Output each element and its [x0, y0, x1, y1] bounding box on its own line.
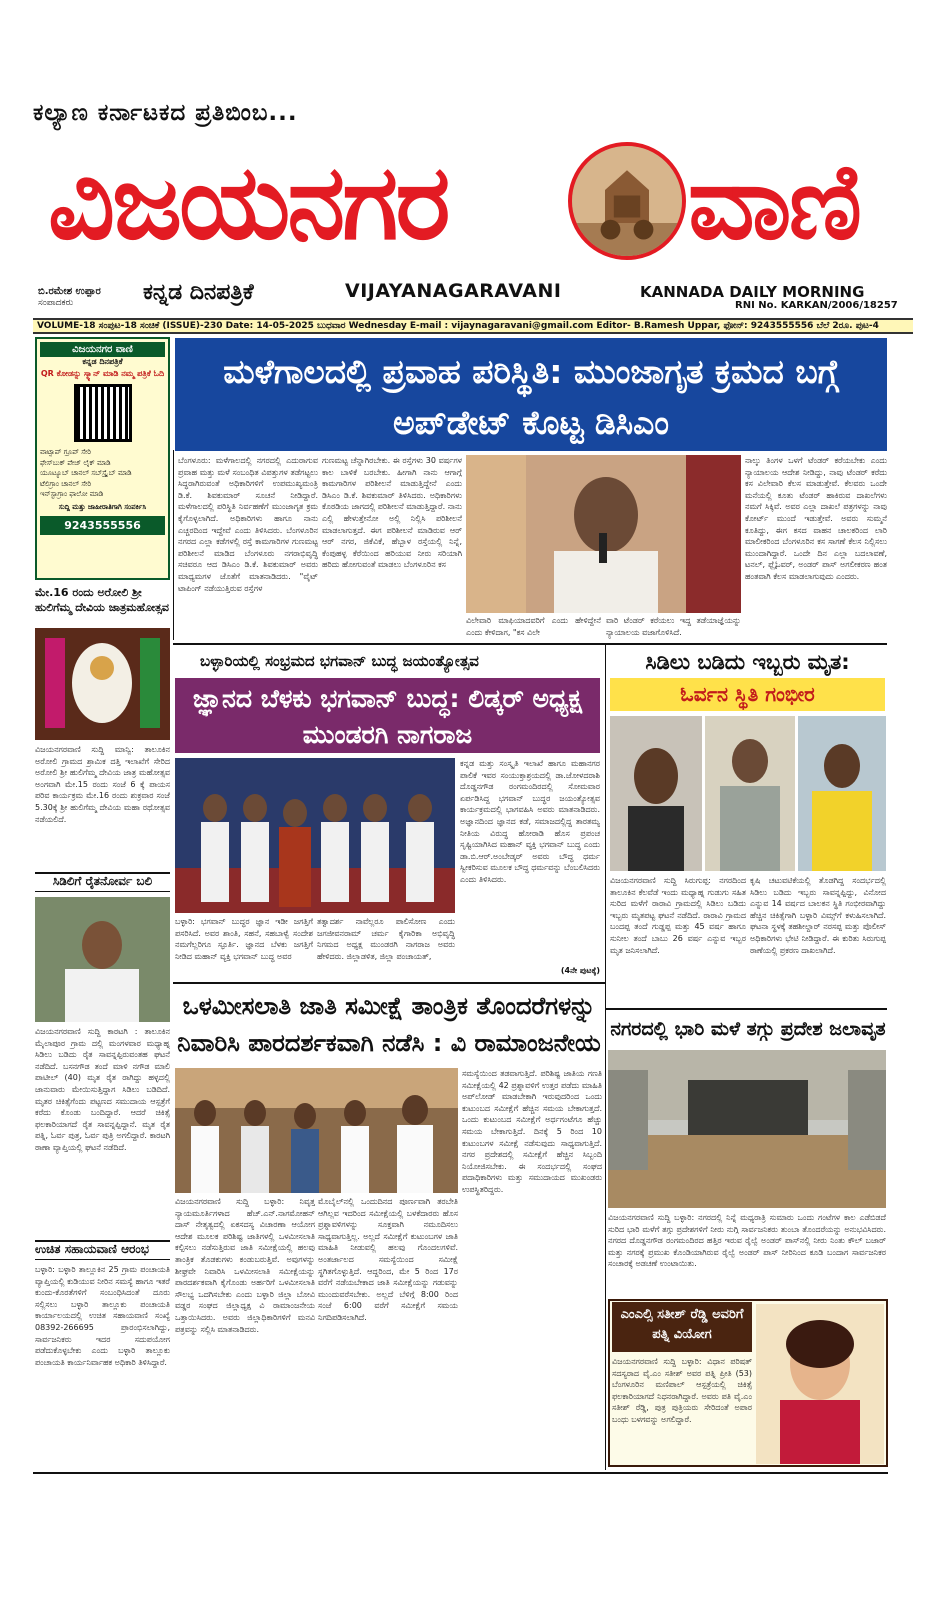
- bottom-rule: [33, 1472, 888, 1474]
- section-rule: [173, 643, 887, 645]
- lightning-subhead: ಓರ್ವನ ಸ್ಥಿತಿ ಗಂಭೀರ: [610, 678, 885, 711]
- promo-ad-qr-text: QR ಕೋಡನ್ನು ಸ್ಕ್ಯಾನ್ ಮಾಡಿ ನಮ್ಮ ಪತ್ರಿಕೆ ಓದಿ: [40, 369, 165, 378]
- promo-line: ವಾಟ್ಸಾಪ್ ಗ್ರೂಪ್ ಸೇರಿ: [40, 448, 91, 456]
- subtitle-english-daily: KANNADA DAILY MORNING: [640, 283, 865, 301]
- lead-col4: ನಾಲ್ಕು ತಿಂಗಳ ಒಳಗೆ ಟೆಂಡರ್ ಕರೆಯಬೇಕು ಎಂದು ನ್ಯಾಯಾಲಯ ಆದೇಶ ನೀಡಿದ್ದು, ನಾವು ಟೆಂಡರ್ ಕರೆದು ಕಸ ವಿಲೇವಾರಿ ಕೆಲಸ ಮಾಡುತ್ತೇವೆ. ಕೆಲವರು ಒಂದೇ ಮನೆಯಲ್ಲಿ ಕೂತು ಟೆಂಡರ್ ಹಾಕಿರುವ ದಾಖಲೆಗಳು ನಮಗೆ ಸಿಕ್ಕಿವೆ. ಅವರ ಎಲ್ಲಾ ದಾಖಲೆ ಪತ್ರಗಳನ್ನು ನಾವು ಕೋರ್ಟ್ ಮುಂದೆ ಇಡುತ್ತೇವೆ. ಅವರು ಸುಮ್ಮನೆ ಕೂತಿದ್ದು, ಈಗ ಕಸದ ವಾಹನ ಚಾಲಕರಿಂದ ಲಾರಿ ಮಾಲೀಕರಿಂದ ಬೆಂಗಳೂರಿನ ಕಸ ಸಾಗಣೆ ಕೆಲಸ ನಿಲ್ಲಿಸಲು ಮುಂದಾಗಿದ್ದಾರೆ. ಒಂದೇ ದಿನ ಎಲ್ಲಾ ಬದಲಾವಣೆ, ಟನಲ್, ಫ್ಲೈಓವರ್, ಅಂಡರ್ ಪಾಸ್ ಅಗಲೀಕರಣ ಹಂತ ಹಂತವಾಗಿ ಕೆಲಸ ಮಾಡಲಾಗುವುದು ಎಂದರು.: [745, 456, 887, 581]
- farmer-photo: [35, 897, 170, 1022]
- promo-line: ಯೂಟ್ಯೂಬ್ ಚಾನಲ್ ಸಬ್‌ಸ್ಕ್ರೈಬ್ ಮಾಡಿ: [40, 469, 132, 477]
- obituary-photo: [756, 1304, 884, 1464]
- lightning-col1: ವಿಜಯನಗರವಾಣಿ ಸುದ್ದಿ ಸಿರುಗುಪ್ಪ: ನಗರದಿಂದ ತಾಲೂಕಿನ ಕೆಲವೆಡೆ ಇಂದು ಮಧ್ಯಾಹ್ನ ಗುಡುಗು ಸಹಿತ ಸುರಿದ ಮಳೆಗೆ ರಾರಾವಿ ಗ್ರಾಮದಲ್ಲಿ ಸಿಡಿಲು ಬಡಿದು ಇಬ್ಬರು ಮೃತಪಟ್ಟ ಘಟನೆ ನಡೆದಿದೆ. ರಾರಾವಿ ಗ್ರಾಮದ ಬಂದಪ್ಪ ತಂದೆ ಗುಡ್ಡಪ್ಪ ಮತ್ತು 45 ವರ್ಷ ಹಾಗೂ ಸುನೀಲ ತಂದೆ ಬಾಬು 26 ವರ್ಷ ಎನ್ನುವ ಇಬ್ಬರ ಮೃತ ಜನಿಸಲಾಗಿದೆ.: [610, 876, 746, 955]
- promo-ad[interactable]: [35, 337, 170, 580]
- rni-number: RNI No. KARKAN/2006/18257: [735, 300, 898, 311]
- victim-photo-3: [798, 716, 886, 871]
- issue-info-bar: VOLUME-18 ಸಂಪುಟ-18 ಸಂಚಿಕೆ (ISSUE)-230 Date: 14-05-2025 ಬುಧವಾರ Wednesday E-mail : vijaynagaravani@gmail.com Editor- B.Ramesh Uppar, ಫೋನ್: 9243555556 ಬೆಲೆ 2ರೂ. ಪುಟ-4: [33, 318, 913, 334]
- census-col3: ಸಮಸ್ಯೆಯಿಂದ ತಡವಾಗುತ್ತಿದೆ. ಪರಿಶಿಷ್ಟ ಜಾತಿಯ ಗಣತಿ ಸಮೀಕ್ಷೆಯಲ್ಲಿ 42 ಪ್ರಶ್ನಾವಳಿಗೆ ಉತ್ತರ ಪಡೆದು ಮಾಹಿತಿ ಅಪ್‌ಲೋಡ್ ಮಾಡಬೇಕಾಗಿ ಇರುವುದರಿಂದ ಒಂದು ಕುಟುಂಬದ ಸಮೀಕ್ಷೆಗೆ ಹೆಚ್ಚಿನ ಸಮಯ ಬೇಕಾಗುತ್ತದೆ. ಒಂದು ಕುಟುಂಬದ ಸಮೀಕ್ಷೆಗೆ ಅರ್ಧಗಂಟೆಗೂ ಹೆಚ್ಚು ಸಮಯ ಬೇಕಾಗುತ್ತಿದೆ. ದಿನಕ್ಕೆ 5 ರಿಂದ 10 ಕುಟುಂಬಗಳ ಸಮೀಕ್ಷೆ ನಡೆಸುವುದು ಸಾಧ್ಯವಾಗುತ್ತಿದೆ. ನಗರ ಪ್ರದೇಶದಲ್ಲಿ ಸಮೀಕ್ಷೆಗೆ ಹೆಚ್ಚಿನ ಸಿಬ್ಬಂದಿ ನಿಯೋಜಿಸಬೇಕು. ಈ ಸಂದರ್ಭದಲ್ಲಿ ಸಂಘದ ಪದಾಧಿಕಾರಿಗಳು ಮತ್ತು ಸಮುದಾಯದ ಮುಖಂಡರು ಉಪಸ್ಥಿತರಿದ್ದರು.: [462, 1069, 602, 1194]
- victim-photo-2: [705, 716, 795, 871]
- helpline-text: ಬಳ್ಳಾರಿ: ಬಳ್ಳಾರಿ ತಾಲ್ಲೂಕಿನ 25 ಗ್ರಾಮ ಪಂಚಾಯತಿ ವ್ಯಾಪ್ತಿಯಲ್ಲಿ ಕುಡಿಯುವ ನೀರಿನ ಸಮಸ್ಯೆ ಹಾಗೂ ಇತರೆ ಕುಂದು-ಕೊರತೆಗಳಿಗೆ ಸಂಬಂಧಿಸಿದಂತೆ ದೂರು ಸಲ್ಲಿಸಲು ಬಳ್ಳಾರಿ ತಾಲ್ಲೂಕು ಪಂಚಾಯತಿ ಕಾರ್ಯಾಲಯದಲ್ಲಿ ಉಚಿತ ಸಹಾಯವಾಣಿ ಸಂಖ್ಯೆ 08392-266695 ಪ್ರಾರಂಭಿಸಲಾಗಿದ್ದು, ಸಾರ್ವಜನಿಕರು ಇದರ ಸದುಪಯೋಗ ಪಡೆದುಕೊಳ್ಳಬೇಕು ಎಂದು ಬಳ್ಳಾರಿ ತಾಲ್ಲೂಕು ಪಂಚಾಯತಿ ಕಾರ್ಯನಿರ್ವಾಹಕ ಅಧಿಕಾರಿ ತಿಳಿಸಿದ್ದಾರೆ.: [35, 1265, 170, 1367]
- lead-headline[interactable]: ಮಳೆಗಾಲದಲ್ಲಿ ಪ್ರವಾಹ ಪರಿಸ್ಥಿತಿ: ಮುಂಜಾಗೃತ ಕ್ರಮದ ಬಗ್ಗೆ ಅಪ್‌ಡೇಟ್ ಕೊಟ್ಟ ಡಿಸಿಎಂ: [175, 338, 887, 451]
- census-memorandum-photo: [175, 1068, 458, 1193]
- census-col2: ಮೊಬೈಲ್‌ನಲ್ಲಿ ಒಂದುದಿನದ ಪೂರ್ಣವಾಗಿ ತರಬೇತಿ ಆಗಿಲ್ಲವ ಇದರಿಂದ ಸಮೀಕ್ಷೆಯಲ್ಲಿ ಬಳಕೆದಾರರು ಹೊಸ ಪ್ರಶ್ನಾವಳಿಗಳನ್ನು ಸೂಕ್ತವಾಗಿ ನಮೂದಿಸಲು ಸಾಧ್ಯವಾಗುತ್ತಿಲ್ಲ. ಅಲ್ಲದೆ ಸಮೀಕ್ಷೆಗೆ ಕುಟುಂಬಗಳ ಜಾತಿ ಮಾಹಿತಿ ನೀಡುವಲ್ಲಿ ಹಲವು ಗೊಂದಲಗಳಿವೆ. ಅಂತರ್ಜಾಲದ ಸಮಸ್ಯೆಯಿಂದ ಸಮೀಕ್ಷೆ ಸ್ಥಗಿತಗೊಳ್ಳುತ್ತಿದೆ. ಆದ್ದರಿಂದ, ಮೇ 5 ರಿಂದ 17ರ ವರೆಗೆ ನಡೆಯಬೇಕಾದ ಜಾತಿ ಸಮೀಕ್ಷೆಯನ್ನು ಗಡುವನ್ನು ಮುಂದುವರೆಸಬೇಕು. ಅಲ್ಲದೆ ಬೆಳಿಗ್ಗೆ 8:00 ರಿಂದ ಸಂಜೆ 6:00 ವರೆಗೆ ಸಮೀಕ್ಷೆಗೆ ಸಮಯ ನಿಗದಿಪಡಿಸಲಾಗಿದೆ.: [318, 1197, 458, 1322]
- section-rule: [606, 1008, 887, 1010]
- masthead-tagline: ಕಲ್ಯಾಣ ಕರ್ನಾಟಕದ ಪ್ರತಿಬಿಂಬ...: [33, 100, 298, 126]
- lead-col1: ಬೆಂಗಳೂರು: ಮಳೆಗಾಲದಲ್ಲಿ ನಗರದಲ್ಲಿ ಎದುರಾಗುವ ಪ್ರವಾಹ ಮತ್ತು ಮಳೆ ಸಂಬಂಧಿತ ವಿಪತ್ತುಗಳ ತಡೆಗಟ್ಟಲು ಸಿದ್ಧರಾಗಿರುವಂತೆ ಅಧಿಕಾರಿಗಳಿಗೆ ಉಪಮುಖ್ಯಮಂತ್ರಿ ಡಿ.ಕೆ. ಶಿವಕುಮಾರ್ ಸೂಚನೆ ನೀಡಿದ್ದಾರೆ. ಮಳೆಗಾಲದಲ್ಲಿ ಪರಿಸ್ಥಿತಿ ನಿರ್ವಹಣೆಗೆ ಮುಂಜಾಗೃತ ಕ್ರಮ ಕೈಗೊಳ್ಳಲಾಗಿದೆ. ಅಧಿಕಾರಿಗಳು ಹಾಗೂ ನಾನು ಎಚ್ಚರದಿಂದ ಇದ್ದೇವೆ ಎಂದು ತಿಳಿಸಿದರು. ಬೆಂಗಳೂರಿನ ನಗರದ ಎಲ್ಲಾ ಕಡೆಗಳಲ್ಲಿ ರಸ್ತೆ ಕಾಮಗಾರಿಗಳ ಗುಣಮಟ್ಟ ಪರಿಶೀಲನೆ ಮಾಡಿದ ಬೆಂಗಳೂರು ನಗರಾಭಿವೃದ್ಧಿ ಸಚಿವರೂ ಆದ ಡಿಸಿಎಂ ಡಿ.ಕೆ. ಶಿವಕುಮಾರ್ ಅವರು ಮಾಧ್ಯಮಗಳ ಜೊತೆಗೆ ಮಾತನಾಡಿದರು. "ವೈಟ್ ಟಾಪಿಂಗ್ ನಡೆಯುತ್ತಿರುವ ರಸ್ತೆಗಳ: [178, 456, 318, 593]
- lead-caption-left: ವಿಲೇವಾರಿ ಮಾಫಿಯಾದವರಿಗೆ ಎಂದು ಹೇಳಿದ್ದೇನೆ ಎಂದು ಕೇಳಿದಾಗ, "ಕಸ ವಿಲೇ: [466, 616, 601, 637]
- column-rule: [173, 450, 174, 640]
- promo-line: ಇನ್‌ಸ್ಟಾಗ್ರಾಂ ಫಾಲೋ ಮಾಡಿ: [40, 490, 104, 498]
- lead-caption-right: ವಾರಿ ಟೆಂಡರ್ ಕರೆಯಲು ಇದ್ದ ತಡೆಯಾಜ್ಞೆಯನ್ನು ನ್ಯಾಯಾಲಯ ವಜಾಗೊಳಿಸಿದೆ.: [606, 616, 741, 637]
- buddha-headline[interactable]: ಜ್ಞಾನದ ಬೆಳಕು ಭಗವಾನ್ ಬುದ್ಧ: ಲಿಡ್ಕರ್ ಅಧ್ಯಕ್ಷ ಮುಂಡರಗಿ ನಾಗರಾಜ: [175, 678, 600, 753]
- helpline-headline[interactable]: ಉಚಿತ ಸಹಾಯವಾಣಿ ಆರಂಭ: [35, 1240, 170, 1260]
- victim-photo-1: [610, 716, 702, 871]
- census-col1: ವಿಜಯನಗರವಾಣಿ ಸುದ್ದಿ ಬಳ್ಳಾರಿ: ನಿವೃತ್ತ ನ್ಯಾಯಮೂರ್ತಿಗಳಾದ ಹೆಚ್.ಎನ್.ನಾಗಮೋಹನ್ ದಾಸ್ ನೇತೃತ್ವದಲ್ಲಿ ಏಕಸದಸ್ಯ ವಿಚಾರಣಾ ಆಯೋಗ ಆದೇಶ ಮೂಲಕ ಪರಿಶಿಷ್ಟ ಜಾತಿಗಳಲ್ಲಿ ಒಳಮೀಸಲಾತಿ ಕಲ್ಪಿಸಲು ನಡೆಸುತ್ತಿರುವ ಜಾತಿ ಸಮೀಕ್ಷೆಯಲ್ಲಿ ಹಲವು ತಾಂತ್ರಿಕ ತೊಡಕುಗಳು ಕಂಡುಬರುತ್ತಿವೆ. ಅವುಗಳನ್ನು ಶೀಘ್ರವೇ ನಿವಾರಿಸಿ ಒಳಮೀಸಲಾತಿ ಸಮೀಕ್ಷೆಯನ್ನು ಪಾರದರ್ಶಕವಾಗಿ ಕೈಗೊಂಡು ಅರ್ಹರಿಗೆ ಒಳಮೀಸಲಾತಿ ಸೌಲಭ್ಯ ಒದಗಿಸಬೇಕು ಎಂದು ಬಳ್ಳಾರಿ ಜಿಲ್ಲಾ ಬೋವಿ ವಡ್ಡರ ಸಂಘದ ಜಿಲ್ಲಾಧ್ಯಕ್ಷ ವಿ ರಾಮಾಂಜನೇಯ ಒತ್ತಾಯಿಸಿದರು. ಅವರು ಜಿಲ್ಲಾಧಿಕಾರಿಗಳಿಗೆ ಮನವಿ ಪತ್ರವನ್ನು ಸಲ್ಲಿಸಿ ಮಾತನಾಡಿದರು.: [175, 1197, 315, 1334]
- dcm-photo: [466, 455, 741, 613]
- promo-line: ಫೇಸ್‌ಬುಕ್ ಪೇಜ್ ಲೈಕ್ ಮಾಡಿ: [40, 458, 111, 467]
- buddha-kicker: ಬಳ್ಳಾರಿಯಲ್ಲಿ ಸಂಭ್ರಮದ ಭಗವಾನ್ ಬುದ್ಧ ಜಯಂತ್ಯೋತ್ಸವ: [200, 652, 479, 670]
- flood-text: ವಿಜಯನಗರವಾಣಿ ಸುದ್ದಿ ಬಳ್ಳಾರಿ: ನಗರದಲ್ಲಿ ನಿನ್ನೆ ಮಧ್ಯರಾತ್ರಿ ಸುಮಾರು ಒಂದು ಗಂಟೆಗಳ ಕಾಲ ಎಡೆಬಿಡದೆ ಸುರಿದ ಭಾರಿ ಮಳೆಗೆ ತಗ್ಗು ಪ್ರದೇಶಗಳಿಗೆ ನೀರು ನುಗ್ಗಿ ಸಾರ್ವಜನಿಕರು ತುಂಬಾ ತೊಂದರೆಯನ್ನು ಅನುಭವಿಸಿದರು. ನಗರದ ದೊಡ್ಡನಗೌಡ ರಂಗಮಂದಿರದ ಹತ್ತಿರ ಇರುವ ರೈಲ್ವೆ ಅಂಡರ್ ಪಾಸ್‌ನಲ್ಲಿ ನೀರು ನಿಂತು ಕೌಲ್ ಬಜಾರ್ ಮತ್ತು ನಗರಕ್ಕೆ ಪ್ರಮುಖ ಕೊಂಡಿಯಾಗಿರುವ ರೈಲ್ವೆ ಅಂಡರ್ ಪಾಸ್ ನೀರಿನಿಂದ ಕೂಡಿ ಬಂದಾಗ ಸಾರ್ವಜನಿಕರ ಸಂಚಾರಕ್ಕೆ ಅಡಚಣೆ ಉಂಟಾಯಿತು.: [608, 1213, 886, 1269]
- masthead-title-left: ವಿಜಯನಗರ: [48, 141, 448, 263]
- editor-credit: [38, 285, 101, 310]
- section-rule: [173, 982, 605, 984]
- masthead-title-right: ವಾಣಿ: [688, 141, 860, 263]
- hampi-chariot-logo-icon: [568, 142, 686, 260]
- subtitle-kannada: ಕನ್ನಡ ದಿನಪತ್ರಿಕೆ: [143, 280, 254, 305]
- hulige-text: ವಿಜಯನಗರವಾಣಿ ಸುದ್ದಿ ಮಾನ್ವಿ: ತಾಲೂಕಿನ ಅರೋಲಿ ಗ್ರಾಮದ ಶ್ರಾಮಿಕ ದತ್ತಿ ಇಲಾಖೆಗೆ ಸೇರಿದ ಅರೋಲಿ ಶ್ರೀ ಹುಲಿಗೆಮ್ಮ ದೇವಿಯ ಜಾತ್ರ ಮಹೋತ್ಸವ ಅಂಗವಾಗಿ ಮೇ.15 ರಂದು ಸಂಜೆ 6 ಕ್ಕೆ ಪಾಯಸ ಪರಿವ ಕಾರ್ಯಕ್ರಮ ಮೇ.16 ರಂದು ಶುಕ್ರವಾರ ಸಂಜೆ 5.30ಕ್ಕೆ ಶ್ರೀ ಹುಲಿಗೆಮ್ಮ ದೇವಿಯ ಮಹಾ ರಥೋತ್ಸವ ನಡೆಯಲಿದೆ.: [35, 745, 170, 824]
- qr-code-icon[interactable]: [74, 384, 132, 442]
- promo-phone[interactable]: 9243555556: [40, 516, 165, 535]
- hulige-headline[interactable]: ಮೇ.16 ರಂದು ಅರೋಲಿ ಶ್ರೀ ಹುಲಿಗೆಮ್ಮ ದೇವಿಯ ಜಾತ್ರಮಹೋತ್ಸವ: [35, 586, 169, 615]
- editor-role: ಸಂಪಾದಕರು: [38, 298, 74, 308]
- lead-col2: ಗುಣಮಟ್ಟ ಚೆನ್ನಾಗಿರಬೇಕು. ಈ ರಸ್ತೆಗಳು 30 ವರ್ಷಗಳ ಕಾಲ ಬಾಳಿಕೆ ಬರಬೇಕು. ಹೀಗಾಗಿ ನಾನು ಆಗಾಗ್ಗೆ ಕಾಮಗಾರಿಗಳ ಪರಿಶೀಲನೆ ಮಾಡುತ್ತಿದ್ದೇನೆ ಎಂದು ಡಿಸಿಎಂ ಡಿ.ಕೆ. ಶಿವಕುಮಾರ್ ತಿಳಿಸಿದರು. ಅಧಿಕಾರಿಗಳು ಕೊಠಡಿಯ ಜಾಗದಲ್ಲಿ ಪರಿಶೀಲನೆ ಮಾಡುತ್ತಿದ್ದಾರೆ. ನಾನು ಎಲ್ಲಿ ಹೇಳುತ್ತೇನೋ ಅಲ್ಲಿ ನಿಲ್ಲಿಸಿ ಪರಿಶೀಲನೆ ಮಾಡಲಾಗುತ್ತದೆ. ಈಗ ಪರಿಶೀಲನೆ ಮಾಡಿರುವ ಆರ್ ಆರ್ ನಗರ, ಜಿಕೆವಿಕೆ, ಹೆಬ್ಬಾಳ ರಸ್ತೆಯಲ್ಲಿ ನಿನ್ನೆ, ಕೆಂಪುಹಳ್ಳ ಕೆರೆಯಿಂದ ಹರಿಯುವ ನೀರು ಸರಿಯಾಗಿ ಹರಿದು ಹೋಗುವಂತೆ ಮಾಡಲು ಬೆಂಗಳೂರಿನ ಕಸ: [322, 456, 462, 570]
- editor-name: ಬಿ.ರಮೇಶ ಉಪ್ಪಾರ: [38, 286, 101, 297]
- promo-contact-label: ಸುದ್ದಿ ಮತ್ತು ಜಾಹೀರಾತಿಗಾಗಿ ಸಂಪರ್ಕಿಸಿ: [58, 502, 147, 511]
- buddha-caption1: ಬಳ್ಳಾರಿ: ಭಗವಾನ್ ಬುದ್ಧರ ಜ್ಞಾನ ಇಡೀ ಜಗತ್ತಿಗೆ ಪಸರಿಸಿದೆ. ಅವರ ಶಾಂತಿ, ಸಹನೆ, ಸಹಬಾಳ್ವೆ ಸಂದೇಶ ನಮಗೆಲ್ಲರಿಗೂ ಸ್ಫೂರ್ತಿ. ಜ್ಞಾನದ ಬೆಳಕು ಜಗತ್ತಿಗೆ ನೀಡಿದ ಮಹಾನ್ ವ್ಯಕ್ತಿ ಭಗವಾನ್ ಬುದ್ಧ ಅವರ: [175, 917, 313, 961]
- obituary-headline[interactable]: ಎಂಎಲ್ಸಿ ಸತೀಶ್ ರೆಡ್ಡಿ ಅವರಿಗೆ ಪತ್ನಿ ವಿಯೋಗ: [612, 1302, 752, 1352]
- lightning-col2: ಕೃಷಿ ಚಟುವಟಿಕೆಯಲ್ಲಿ ತೊಡಗಿದ್ದ ಸಂದರ್ಭದಲ್ಲಿ ಸಿಡಿಲು ಬಡಿದು ಇಬ್ಬರು ಸಾವನ್ನಪ್ಪಿದ್ದು, ವಿನೋದ ಎನ್ನುವ 14 ವರ್ಷದ ಬಾಲಕನ ಸ್ಥಿತಿ ಗಂಭೀರವಾಗಿದ್ದು ಹೆಚ್ಚಿನ ಚಿಕಿತ್ಸೆಗಾಗಿ ಬಳ್ಳಾರಿ ವಿಮ್ಸ್‌ಗೆ ಕಳುಹಿಸಲಾಗಿದೆ. ಘಟನಾ ಸ್ಥಳಕ್ಕೆ ತಹಶೀಲ್ದಾರ್ ನರಸಪ್ಪ ಮತ್ತು ಪೊಲೀಸ್ ಅಧಿಕಾರಿಗಳು ಭೇಟಿ ನೀಡಿದ್ದಾರೆ. ಈ ಕುರಿತು ಸಿರುಗುಪ್ಪ ಠಾಣೆಯಲ್ಲಿ ಪ್ರಕರಣ ದಾಖಲಾಗಿದೆ.: [750, 876, 886, 955]
- farmer-text: ವಿಜಯನಗರವಾಣಿ ಸುದ್ದಿ ಕಾರಟಗಿ : ತಾಲೂಕಿನ ಮೈಲಾಪೂರ ಗ್ರಾಮ ದಲ್ಲಿ ಮಂಗಳವಾರ ಮಧ್ಯಾಹ್ನ ಸಿಡಿಲು ಬಡಿದು ರೈತ ಸಾವನ್ನಪ್ಪಿರುವಂತಹ ಘಟನೆ ನಡೆದಿದೆ. ಬಸನಗೌಡ ತಂದೆ ಮಾಳಿ ನಗೌಡ ಮಾಲಿ ಪಾಟೀಲ್ (40) ಮೃತ ರೈತ ರಾಗಿದ್ದು ಹಳ್ಳದಲ್ಲಿ ಜಾನುವಾರು ಮೇಯಿಸುತ್ತಿದ್ದಾಗ ಸಿಡಿಲು ಬಡಿದಿದೆ. ಮೃತರ ಚಿಕಿತ್ಸೆಗೆಂದು ಪಟ್ಟಣದ ಸಮುದಾಯ ಆಸ್ಪತ್ರೆಗೆ ಕರೆದು ಕೊಂಡು ಬಂದಿದ್ದಾರೆ. ಆದರೆ ಚಿಕಿತ್ಸೆ ಫಲಕಾರಿಯಾಗದೆ ರೈತ ಸಾವನ್ನಪ್ಪಿದ್ದಾನೆ. ಮೃತ ರೈತ ಪತ್ನಿ, ಓರ್ವ ಪುತ್ರ, ಓರ್ವ ಪುತ್ರಿ ಅಗಲಿದ್ದಾರೆ. ಕಾರಟಗಿ ಠಾಣಾ ವ್ಯಾಪ್ತಿಯಲ್ಲಿ ಘಟನೆ ನಡೆದಿದೆ.: [35, 1027, 170, 1152]
- promo-ad-sub: ಕನ್ನಡ ದಿನಪತ್ರಿಕೆ: [82, 357, 123, 366]
- farmer-headline[interactable]: ಸಿಡಿಲಿಗೆ ರೈತನೋರ್ವ ಬಲಿ: [35, 872, 170, 892]
- census-headline[interactable]: ಒಳಮೀಸಲಾತಿ ಜಾತಿ ಸಮೀಕ್ಷೆ ತಾಂತ್ರಿಕ ತೊಂದರೆಗಳನ್ನು ನಿವಾರಿಸಿ ಪಾರದರ್ಶಕವಾಗಿ ನಡೆಸಿ : ವಿ ರಾಮಾಂಜನೇಯ: [177, 992, 601, 1058]
- buddha-continued[interactable]: (4ನೇ ಪುಟಕ್ಕೆ): [560, 966, 600, 975]
- buddha-caption2: ತತ್ವಾದರ್ಶ ನಾವೆಲ್ಲರೂ ಪಾಲಿಸೋಣ ಎಂದು ಜಗಜೀವನರಾಮ್ ಚರ್ಮ ಕೈಗಾರಿಕಾ ಅಭಿವೃದ್ಧಿ ನಿಗಮದ ಅಧ್ಯಕ್ಷ ಮುಂಡರಗಿ ನಾಗರಾಜ ಅವರು ಹೇಳಿದರು. ಜಿಲ್ಲಾಡಳಿತ, ಜಿಲ್ಲಾ ಪಂಚಾಯತ್,: [317, 917, 455, 961]
- obituary-text: ವಿಜಯನಗರವಾಣಿ ಸುದ್ದಿ ಬಳ್ಳಾರಿ: ವಿಧಾನ ಪರಿಷತ್ ಸದಸ್ಯರಾದ ವೈ.ಎಂ ಸತೀಶ್ ಅವರ ಪತ್ನಿ ಪ್ರೀತಿ (53) ಬೆಂಗಳೂರಿನ ಮಣಿಪಾಲ್ ಆಸ್ಪತ್ರೆಯಲ್ಲಿ ಚಿಕಿತ್ಸೆ ಫಲಕಾರಿಯಾಗದೆ ನಿಧನರಾಗಿದ್ದಾರೆ. ಅವರು ಪತಿ ವೈ.ಎಂ ಸತೀಶ್ ರೆಡ್ಡಿ, ಪುತ್ರ ಪುತ್ರಿಯರು ಸೇರಿದಂತೆ ಅಪಾರ ಬಂಧು ಬಳಗವನ್ನು ಅಗಲಿದ್ದಾರೆ.: [612, 1357, 752, 1424]
- goddess-photo: [35, 628, 170, 740]
- column-rule: [605, 645, 606, 1470]
- buddha-event-photo: [175, 758, 455, 913]
- promo-ad-header: ವಿಜಯನಗರ ವಾಣಿ: [40, 342, 165, 357]
- lightning-headline[interactable]: ಸಿಡಿಲು ಬಡಿದು ಇಬ್ಬರು ಮೃತ:: [645, 650, 850, 674]
- flood-underpass-photo: [608, 1050, 886, 1208]
- subtitle-english: VIJAYANAGARAVANI: [345, 280, 562, 302]
- promo-line: ಟೆಲಿಗ್ರಾಂ ಚಾನಲ್ ಸೇರಿ: [40, 479, 92, 488]
- buddha-col3: ಕನ್ನಡ ಮತ್ತು ಸಂಸ್ಕೃತಿ ಇಲಾಖೆ ಹಾಗೂ ಮಹಾನಗರ ಪಾಲಿಕೆ ಇವರ ಸಂಯುಕ್ತಾಶ್ರಯದಲ್ಲಿ ಡಾ.ಜೋಳದರಾಶಿ ದೊಡ್ಡನಗೌಡ ರಂಗಮಂದಿರದಲ್ಲಿ ಸೋಮವಾರ ಏರ್ಪಡಿಸಿದ್ದ ಭಗವಾನ್ ಬುದ್ಧರ ಜಯಂತ್ಯೋತ್ಸವ ಕಾರ್ಯಕ್ರಮದಲ್ಲಿ ಭಾಗವಹಿಸಿ ಅವರು ಮಾತನಾಡಿದರು. ಅಜ್ಞಾನದಿಂದ ಜ್ಞಾನದ ಕಡೆ, ಸಮಾಜದಲ್ಲಿದ್ದ ತಾರತಮ್ಯ ನೀತಿಯ ವಿರುದ್ಧ ಹೋರಾಡಿ ಹೊಸ ಪ್ರಪಂಚ ಸೃಷ್ಟಿಯಾಗಿಸಿದ ಮಹಾನ್ ವ್ಯಕ್ತಿ ಭಗವಾನ್ ಬುದ್ಧ ಎಂದು ಡಾ.ಬಿ.ಆರ್.ಅಂಬೇಡ್ಕರ್ ಅವರು ಬೌದ್ಧ ಧರ್ಮ ಸ್ವೀಕರಿಸುವ ಮೂಲಕ ಬೌದ್ಧ ಧರ್ಮವನ್ನು ಬೆಂಬಲಿಸಿದರು ಎಂದು ತಿಳಿಸಿದರು.: [460, 759, 600, 884]
- flood-headline[interactable]: ನಗರದಲ್ಲಿ ಭಾರಿ ಮಳೆ ತಗ್ಗು ಪ್ರದೇಶ ಜಲಾವೃತ: [610, 1018, 886, 1040]
